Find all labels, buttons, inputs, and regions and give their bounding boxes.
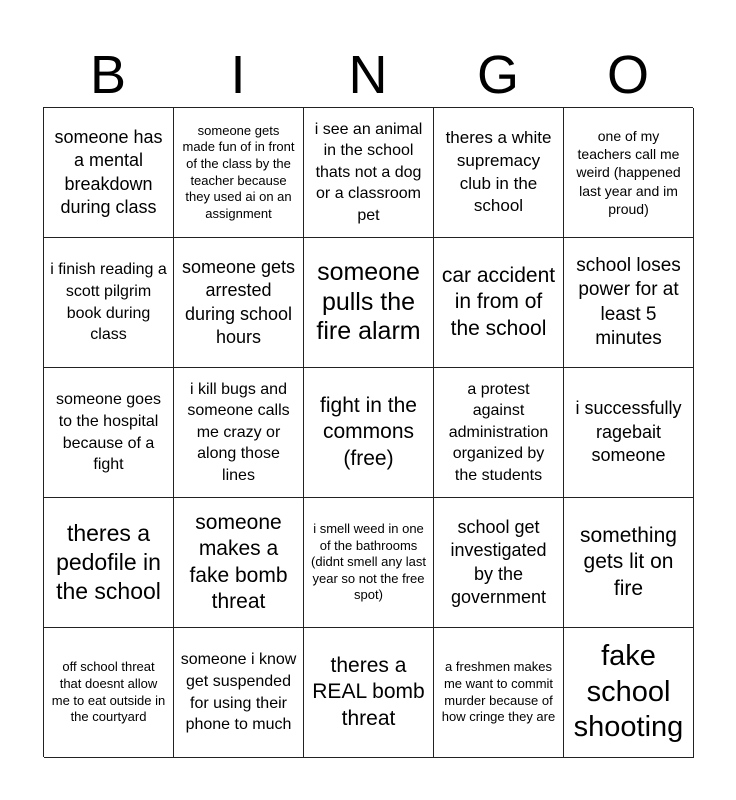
bingo-cell-r5c1[interactable] (44, 628, 174, 758)
header-letter-i: I (230, 45, 246, 105)
bingo-header (43, 42, 693, 108)
bingo-cell-r4c1[interactable] (44, 498, 174, 628)
bingo-cell-r3c2[interactable] (174, 368, 304, 498)
bingo-card-grid (43, 107, 693, 757)
bingo-cell-text: school loses power for at least 5 minutes (576, 255, 681, 349)
bingo-cell-text: someone goes to the hospital because of a fight (56, 391, 161, 474)
bingo-cell-r1c3[interactable] (304, 108, 434, 238)
bingo-cell-r4c2[interactable] (174, 498, 304, 628)
header-letter-g: G (476, 45, 519, 105)
bingo-cell-text: someone gets arrested during school hours (181, 256, 296, 347)
bingo-cell-r2c4[interactable] (434, 238, 564, 368)
bingo-cell-r5c4[interactable] (434, 628, 564, 758)
bingo-cell-text: i finish reading a scott pilgrim book during class (50, 261, 167, 344)
bingo-cell-text: theres a REAL bomb threat (312, 654, 425, 730)
bingo-cell-text: theres a pedofile in the school (56, 520, 161, 604)
bingo-cell-r3c5[interactable] (564, 368, 694, 498)
bingo-cell-r1c5[interactable] (564, 108, 694, 238)
bingo-cell-r1c4[interactable] (434, 108, 564, 238)
bingo-cell-text: someone pulls the fire alarm (316, 258, 421, 346)
bingo-cell-r4c4[interactable] (434, 498, 564, 628)
bingo-cell-r4c3[interactable] (304, 498, 434, 628)
bingo-cell-r3c3[interactable] (304, 368, 434, 498)
bingo-cell-r2c3[interactable] (304, 238, 434, 368)
bingo-cell-text: one of my teachers call me weird (happened last year and im proud) (576, 128, 681, 217)
bingo-cell-text: someone gets made fun of in front of the class by the teacher because they used ai on an assignment (182, 122, 295, 221)
bingo-cell-r1c2[interactable] (174, 108, 304, 238)
bingo-cell-r3c4[interactable] (434, 368, 564, 498)
bingo-cell-r2c5[interactable] (564, 238, 694, 368)
bingo-cell-text: something gets lit on fire (580, 524, 677, 600)
bingo-cell-text: fake school shooting (573, 640, 684, 744)
bingo-cell-text: i smell weed in one of the bathrooms (didnt smell any last year so not the free spot) (311, 520, 426, 603)
bingo-cell-text: someone i know get suspended for using their phone to much (180, 651, 297, 734)
bingo-cell-text: someone has a mental breakdown during class (54, 126, 163, 217)
bingo-cell-text: school get investigated by the government (450, 516, 547, 607)
bingo-cell-text: fight in the commons (free) (320, 394, 417, 470)
bingo-cell-text: theres a white supremacy club in the school (445, 128, 552, 216)
bingo-cell-r2c2[interactable] (174, 238, 304, 368)
bingo-cell-r5c3[interactable] (304, 628, 434, 758)
header-letter-b: B (89, 45, 127, 105)
bingo-cell-r5c2[interactable] (174, 628, 304, 758)
bingo-cell-text: a protest against administration organized by the students (448, 380, 549, 484)
bingo-cell-r1c1[interactable] (44, 108, 174, 238)
bingo-cell-r3c1[interactable] (44, 368, 174, 498)
bingo-cell-text: off school threat that doesnt allow me to eat outside in the courtyard (51, 659, 166, 725)
bingo-cell-text: a freshmen makes me want to commit murder because of how cringe they are (441, 659, 556, 725)
bingo-cell-text: someone makes a fake bomb threat (189, 511, 288, 613)
bingo-cell-text: i successfully ragebait someone (575, 398, 682, 466)
bingo-cell-r5c5[interactable] (564, 628, 694, 758)
bingo-cell-text: i see an animal in the school thats not a dog or a classroom pet (314, 120, 423, 224)
header-letter-o: O (606, 45, 649, 105)
header-letter-n: N (348, 45, 388, 105)
bingo-cell-r2c1[interactable] (44, 238, 174, 368)
bingo-cell-text: i kill bugs and someone calls me crazy or along those lines (187, 380, 290, 484)
bingo-cell-text: car accident in from of the school (441, 264, 556, 340)
bingo-cell-r4c5[interactable] (564, 498, 694, 628)
